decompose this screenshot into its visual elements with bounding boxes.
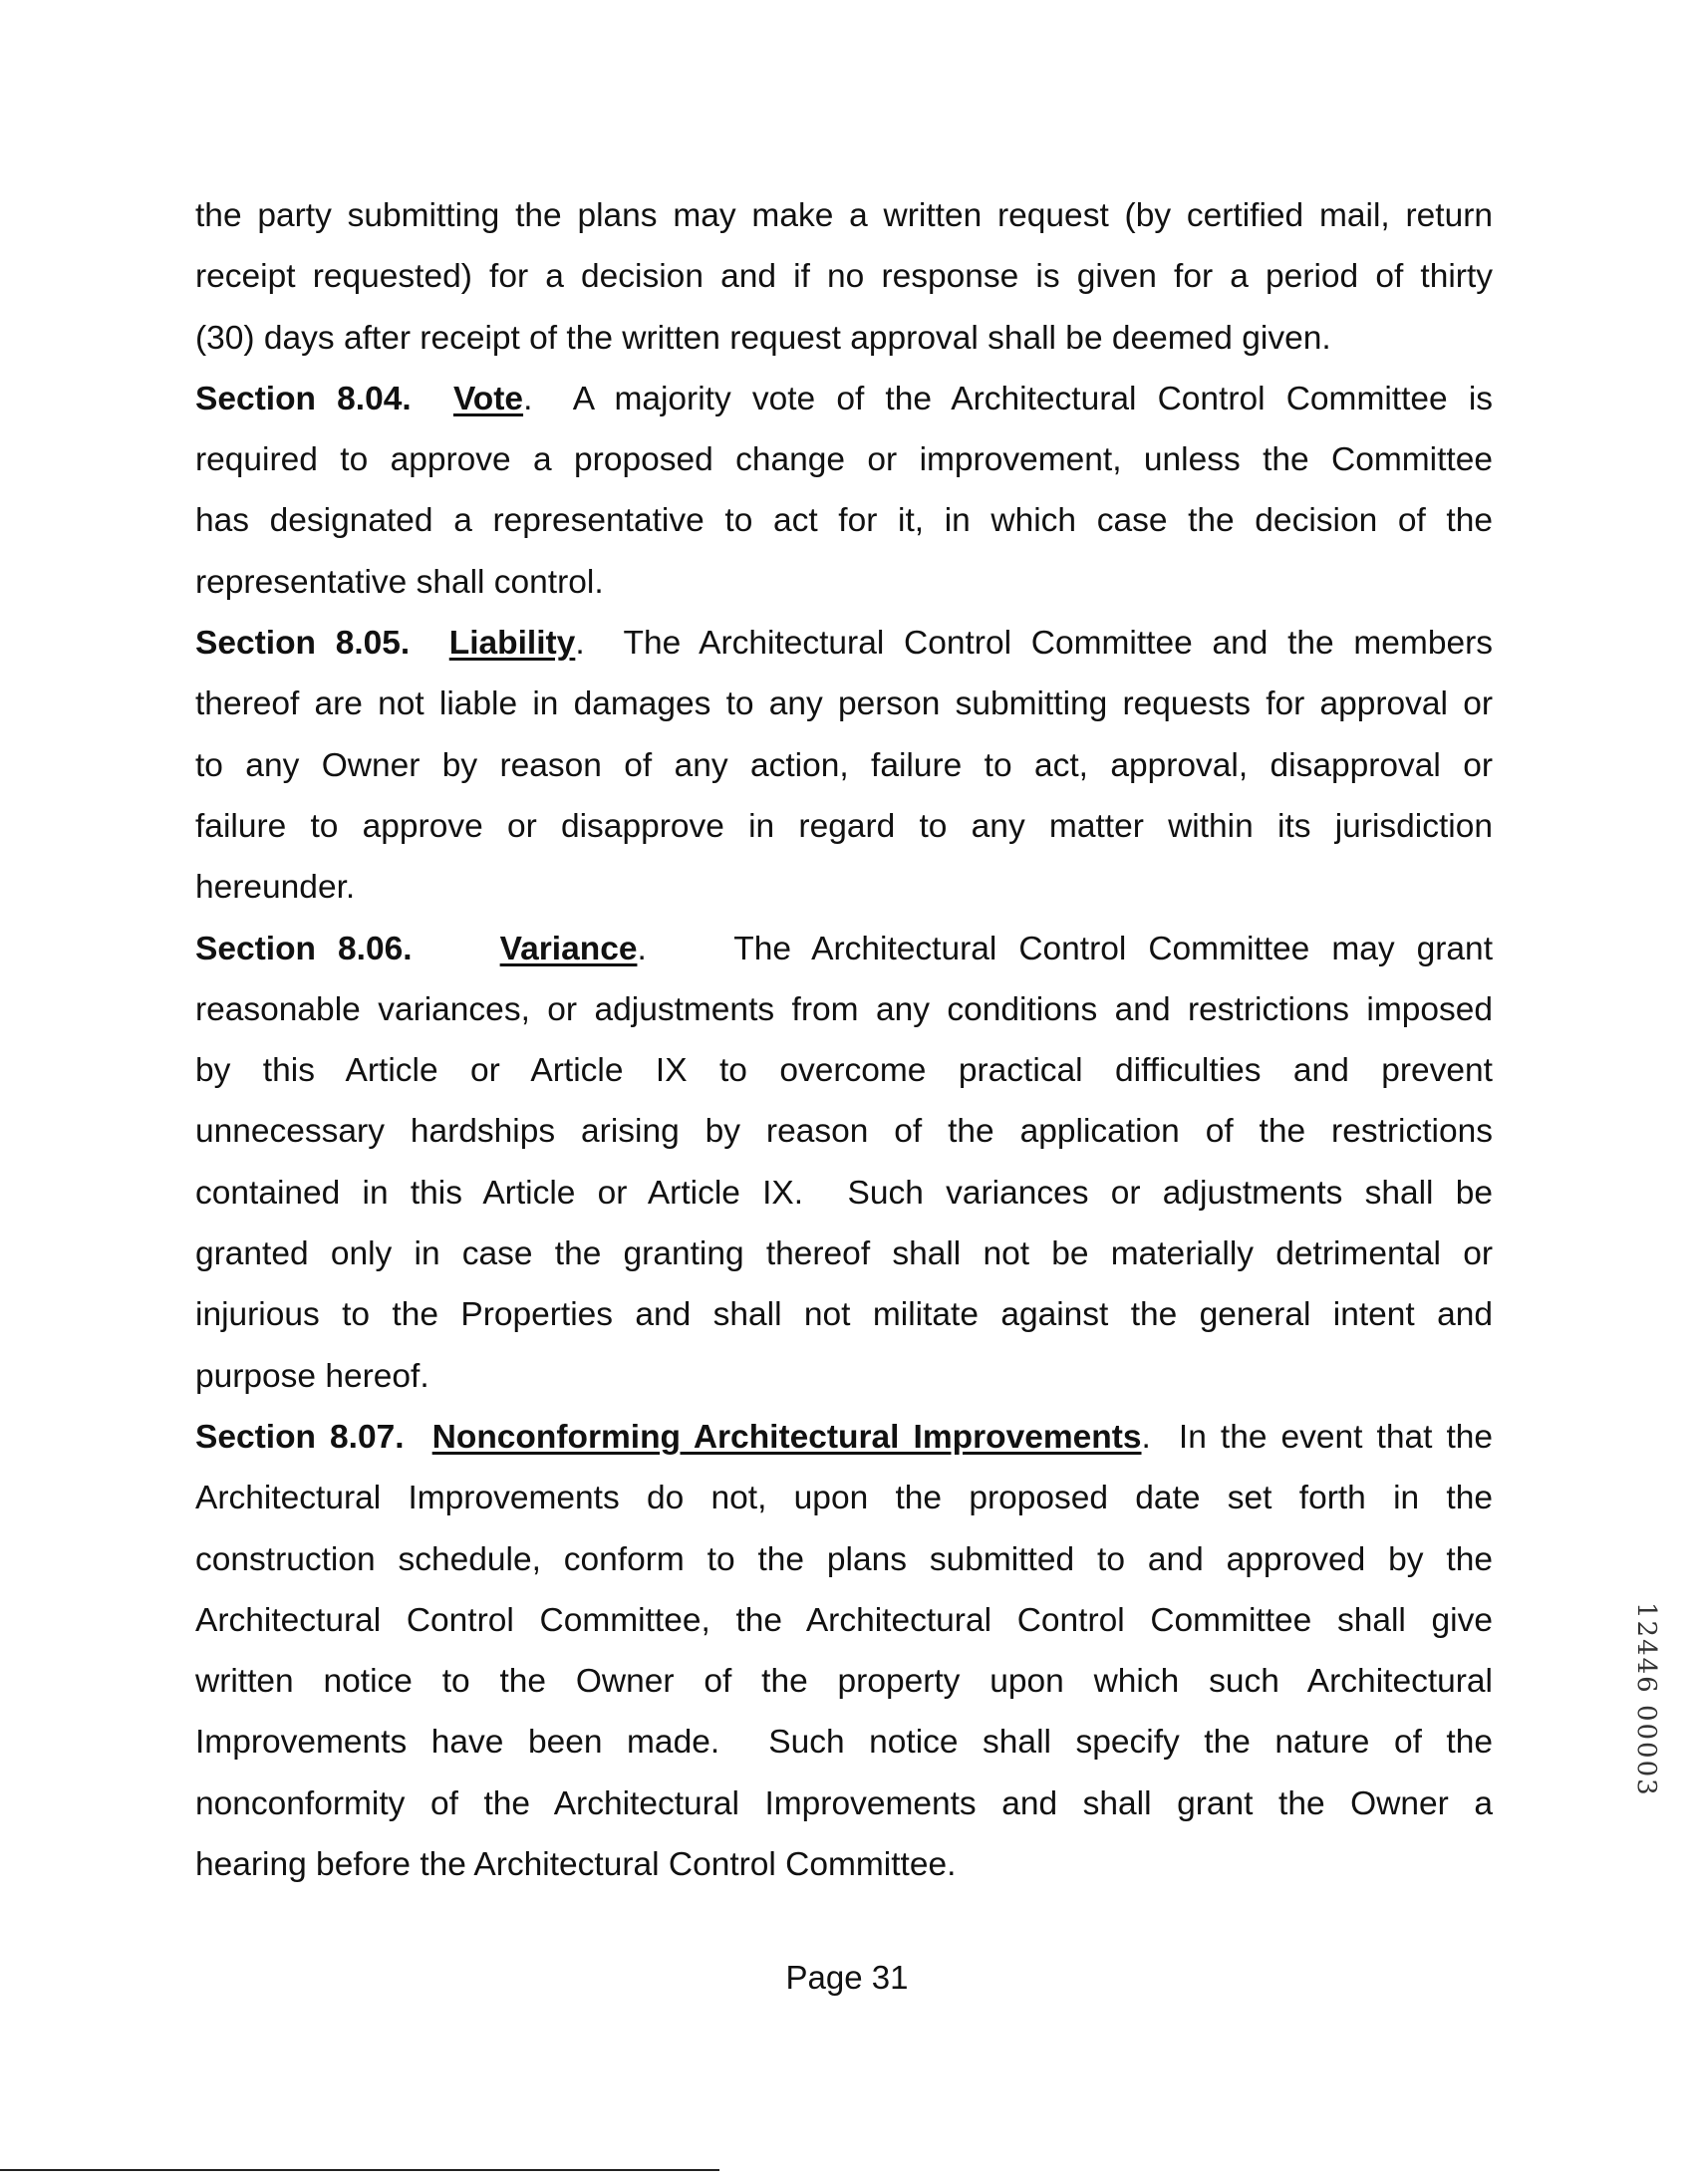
body-text-segment: hereunder. [195,869,356,907]
document-body [195,185,1493,1895]
text-line [195,613,1493,674]
body-text-segment: hearing before the Architectural Control Committee. [195,1846,957,1884]
body-text-segment: written notice to the Owner of the property upon which such Architectural [195,1663,1493,1701]
text-line [195,308,1493,369]
text-line [195,1101,1493,1162]
body-text-segment: has designated a representative to act for it, in which case the decision of the [195,502,1493,540]
body-text-segment: Architectural Control Committee, the Architectural Control Committee shall give [195,1601,1493,1639]
text-line [195,796,1493,857]
body-text-segment [405,1419,432,1456]
text-line [195,1651,1493,1712]
text-line [195,674,1493,734]
recording-stamp: 12446 00003 [1631,1602,1661,1797]
text-line [195,1468,1493,1528]
text-line [195,1712,1493,1773]
body-text-segment [413,931,500,967]
body-text-segment: . The Architectural Control Committee may grant [637,930,1493,967]
body-text-segment: representative shall control. [195,563,604,601]
body-text-segment: . In the event that the [1141,1418,1494,1456]
body-text-segment: Architectural Improvements do not, upon the proposed date set forth in the [195,1480,1493,1517]
body-text-segment: failure to approve or disapprove in regard to any matter within its jurisdiction [195,807,1493,845]
body-text-segment: . A majority vote of the Architectural Control Committee is [523,380,1494,417]
body-text-segment: granted only in case the granting thereof shall not be materially detrimental or [195,1235,1493,1273]
section-title: Nonconforming Architectural Improvements [431,1418,1142,1456]
section-number: Section 8.06. [195,930,413,967]
body-text-segment: injurious to the Properties and shall not militate against the general intent and [195,1296,1493,1334]
text-line [195,1346,1493,1407]
text-line [195,1529,1493,1590]
section-number: Section 8.04. [195,380,412,417]
text-line [195,1163,1493,1224]
text-line [195,857,1493,918]
text-line [195,552,1493,613]
body-text-segment [410,625,448,662]
section-title: Vote [452,380,524,417]
body-text-segment: the party submitting the plans may make a written request (by certified mail, return [195,197,1493,234]
text-line [195,185,1493,246]
text-line [195,1774,1493,1834]
text-line [195,735,1493,796]
text-line [195,1590,1493,1651]
body-text-segment [412,381,453,417]
body-text-segment: Improvements have been made. Such notice shall specify the nature of the [195,1724,1493,1762]
text-line [195,919,1493,979]
page-number: Page 31 [785,1959,909,1996]
body-text-segment: construction schedule, conform to the plans submitted to and approved by the [195,1540,1493,1578]
body-text-segment: by this Article or Article IX to overcome practical difficulties and prevent [195,1052,1493,1090]
bottom-rule [0,2169,719,2171]
text-line [195,979,1493,1040]
body-text-segment: required to approve a proposed change or improvement, unless the Committee [195,441,1493,479]
body-text-segment: (30) days after receipt of the written request approval shall be deemed given. [195,319,1331,357]
body-text-segment: . The Architectural Control Committee and the members [575,625,1493,663]
text-line [195,1284,1493,1345]
text-line [195,1040,1493,1101]
body-text-segment: contained in this Article or Article IX. Such variances or adjustments shall be [195,1174,1493,1212]
text-line [195,1834,1493,1895]
text-line [195,1224,1493,1284]
body-text-segment: unnecessary hardships arising by reason of the application of the restrictions [195,1113,1493,1151]
body-text-segment: to any Owner by reason of any action, failure to act, approval, disapproval or [195,746,1493,784]
text-line [195,1407,1493,1468]
section-number: Section 8.07. [195,1418,405,1456]
text-line [195,369,1493,429]
body-text-segment: purpose hereof. [195,1357,429,1395]
section-title: Variance [499,930,638,967]
text-line [195,246,1493,307]
text-line [195,429,1493,490]
section-title: Liability [448,625,576,663]
body-text-segment: receipt requested) for a decision and if no response is given for a period of thirty [195,258,1493,296]
text-line [195,490,1493,551]
body-text-segment: thereof are not liable in damages to any person submitting requests for approval or [195,685,1493,723]
body-text-segment: reasonable variances, or adjustments from any conditions and restrictions imposed [195,990,1493,1028]
body-text-segment: nonconformity of the Architectural Improvements and shall grant the Owner a [195,1784,1493,1822]
section-number: Section 8.05. [195,625,411,663]
